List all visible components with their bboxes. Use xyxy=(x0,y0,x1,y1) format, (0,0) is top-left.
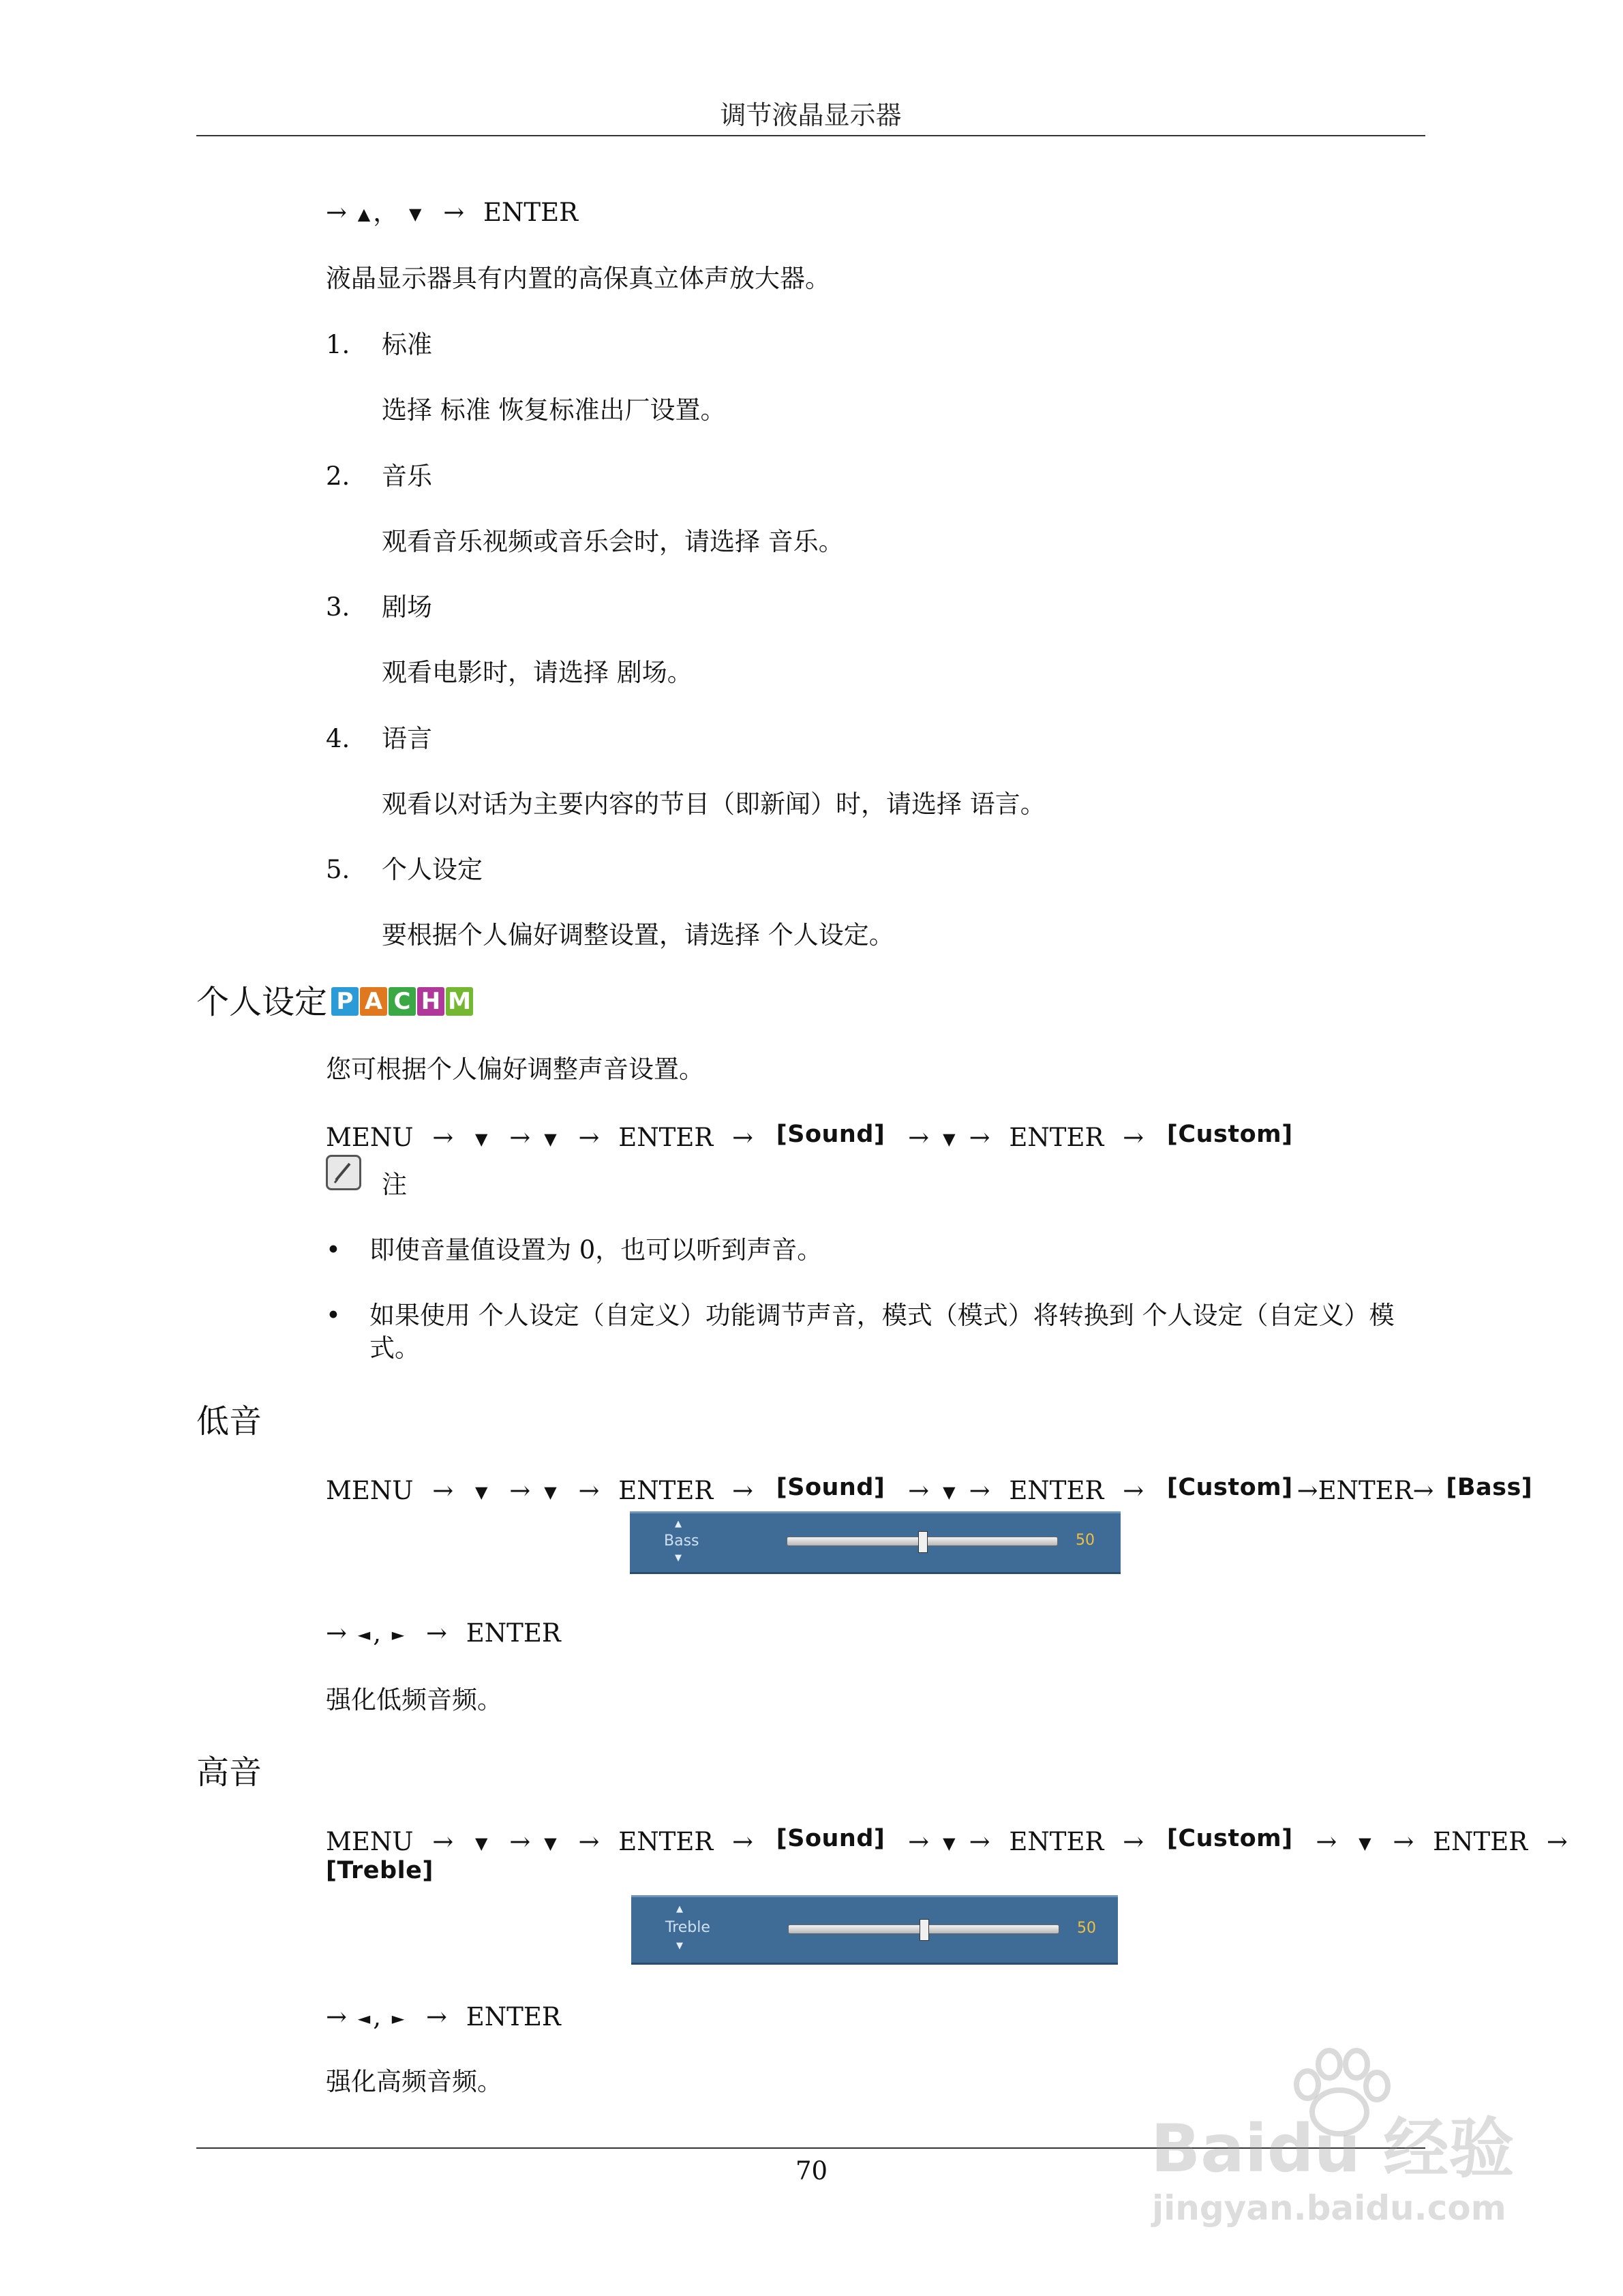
arrow-icon: → xyxy=(326,198,348,227)
nav-instruction-treble-cont xyxy=(326,1854,438,1890)
custom-menu-label: [Custom] xyxy=(1166,1121,1293,1148)
up-arrow-icon: ▲ xyxy=(675,1519,682,1529)
arrow-icon: → xyxy=(1123,1476,1144,1505)
mode-title: 剧场 xyxy=(382,592,432,622)
sound-menu-label: [Sound] xyxy=(776,1121,885,1148)
slider-label: Treble xyxy=(665,1919,710,1936)
right-arrow-icon: ► xyxy=(391,1625,405,1644)
menu-key-label: MENU xyxy=(326,1827,414,1856)
enter-key-label: ENTER xyxy=(618,1476,714,1505)
note-item: 即使音量值设置为 0，也可以听到声音。 xyxy=(369,1235,823,1265)
arrow-icon: → xyxy=(1393,1827,1414,1856)
arrow-icon: → xyxy=(578,1827,600,1856)
arrow-icon: → xyxy=(969,1123,990,1152)
page-header-title: 调节液晶显示器 xyxy=(720,100,902,130)
model-badge: M xyxy=(446,987,473,1016)
adjust-instruction-treble xyxy=(326,2001,561,2035)
up-arrow-icon: ▲ xyxy=(676,1904,683,1914)
left-arrow-icon: ◄ xyxy=(357,2009,371,2028)
arrow-icon: → xyxy=(1123,1827,1144,1856)
up-arrow-icon: ▲ xyxy=(357,205,371,224)
watermark-url: jingyan.baidu.com xyxy=(1152,2188,1506,2228)
arrow-icon: → xyxy=(326,1618,348,1648)
model-badges xyxy=(331,987,474,1016)
model-badge: A xyxy=(360,987,387,1016)
sound-menu-label: [Sound] xyxy=(776,1474,885,1501)
right-arrow-icon: ► xyxy=(391,2009,405,2028)
down-arrow-icon: ▼ xyxy=(475,1130,488,1149)
mode-number: 5. xyxy=(326,855,350,884)
mode-desc: 选择 标准 恢复标准出厂设置。 xyxy=(382,395,726,425)
arrow-icon: → xyxy=(908,1827,930,1856)
nav-instruction-bass xyxy=(326,1471,1536,1509)
slider-value: 50 xyxy=(1077,1920,1096,1937)
mode-item xyxy=(326,329,432,361)
enter-key-label: ENTER xyxy=(618,1123,714,1152)
arrow-icon: → xyxy=(432,1827,454,1856)
down-arrow-icon: ▼ xyxy=(943,1483,956,1502)
mode-number: 4. xyxy=(326,724,350,753)
arrow-icon: → xyxy=(509,1476,531,1505)
enter-key-label: ENTER xyxy=(1009,1476,1104,1505)
arrow-icon: → xyxy=(1546,1827,1568,1856)
arrow-icon: → xyxy=(326,2002,348,2031)
arrow-icon: → xyxy=(1412,1476,1434,1505)
arrow-icon: → xyxy=(578,1476,600,1505)
sound-menu-label: [Sound] xyxy=(776,1825,885,1852)
arrow-icon: → xyxy=(969,1476,990,1505)
arrow-icon: → xyxy=(731,1123,753,1152)
slider-value: 50 xyxy=(1076,1532,1095,1549)
enter-key-label: ENTER xyxy=(466,2002,561,2031)
mode-title: 个人设定 xyxy=(382,855,483,884)
arrow-icon: → xyxy=(1296,1476,1318,1505)
down-arrow-icon: ▼ xyxy=(475,1834,488,1853)
treble-slider-thumb[interactable] xyxy=(920,1919,929,1941)
down-arrow-icon: ▼ xyxy=(1359,1834,1371,1853)
mode-item xyxy=(326,460,432,493)
arrow-icon: → xyxy=(969,1827,990,1856)
mode-number: 1. xyxy=(326,330,350,359)
enter-key-label: ENTER xyxy=(1318,1476,1413,1505)
mode-title: 标准 xyxy=(382,330,432,359)
note-icon xyxy=(326,1155,361,1190)
bass-slider-track[interactable] xyxy=(787,1537,1058,1546)
mode-number: 2. xyxy=(326,462,350,491)
down-arrow-icon: ▼ xyxy=(544,1834,557,1853)
model-badge: P xyxy=(331,987,359,1016)
note-item: 如果使用 个人设定（自定义）功能调节声音，模式（模式）将转换到 个人设定（自定义）模式。 xyxy=(369,1301,1395,1363)
down-arrow-icon: ▼ xyxy=(676,1941,683,1951)
arrow-icon: → xyxy=(426,1618,448,1648)
bass-slider-thumb[interactable] xyxy=(918,1531,928,1553)
arrow-icon: → xyxy=(509,1827,531,1856)
note-label: 注 xyxy=(382,1170,407,1199)
page-number: 70 xyxy=(795,2156,828,2186)
treble-slider-track[interactable] xyxy=(788,1924,1059,1934)
down-arrow-icon: ▼ xyxy=(675,1553,682,1563)
arrow-icon: → xyxy=(443,198,465,227)
treble-slider-panel xyxy=(631,1895,1118,1965)
down-arrow-icon: ▼ xyxy=(475,1483,488,1502)
bass-slider-panel xyxy=(630,1511,1121,1574)
enter-key-label: ENTER xyxy=(618,1827,714,1856)
bullet-icon: • xyxy=(326,1235,341,1265)
down-arrow-icon: ▼ xyxy=(943,1834,956,1853)
enter-key-label: ENTER xyxy=(466,1618,561,1648)
separator: ， xyxy=(373,198,399,227)
enter-key-label: ENTER xyxy=(483,198,578,227)
mode-title: 音乐 xyxy=(382,462,432,491)
nav-instruction-treble xyxy=(326,1822,1579,1860)
mode-number: 3. xyxy=(326,592,350,622)
header-rule xyxy=(196,135,1425,136)
arrow-icon: → xyxy=(432,1476,454,1505)
mode-item xyxy=(326,723,432,755)
arrow-icon: → xyxy=(509,1123,531,1152)
bullet-icon: • xyxy=(326,1301,341,1330)
bass-menu-label: [Bass] xyxy=(1446,1474,1533,1501)
section-heading-treble: 高音 xyxy=(196,1753,262,1792)
slider-label: Bass xyxy=(664,1532,699,1550)
separator: , xyxy=(373,2002,382,2031)
mode-title: 语言 xyxy=(382,724,432,753)
arrow-icon: → xyxy=(908,1476,930,1505)
arrow-icon: → xyxy=(426,2002,448,2031)
down-arrow-icon: ▼ xyxy=(943,1130,956,1149)
intro-text: 液晶显示器具有内置的高保真立体声放大器。 xyxy=(326,264,830,293)
section-heading-custom xyxy=(196,982,474,1023)
arrow-icon: → xyxy=(432,1123,454,1152)
mode-desc: 要根据个人偏好调整设置，请选择 个人设定。 xyxy=(382,920,894,950)
arrow-icon: → xyxy=(578,1123,600,1152)
separator: , xyxy=(373,1618,382,1648)
mode-desc: 观看以对话为主要内容的节目（即新闻）时，请选择 语言。 xyxy=(382,789,1046,819)
watermark-brand: Baidu 经验 xyxy=(1151,2111,1515,2187)
custom-menu-label: [Custom] xyxy=(1166,1825,1293,1852)
adjust-instruction-bass xyxy=(326,1617,561,1651)
model-badge: H xyxy=(417,987,444,1016)
treble-menu-label: [Treble] xyxy=(326,1857,434,1884)
down-arrow-icon: ▼ xyxy=(544,1130,557,1149)
mode-item xyxy=(326,854,483,886)
enter-key-label: ENTER xyxy=(1009,1123,1104,1152)
custom-menu-label: [Custom] xyxy=(1166,1474,1293,1501)
left-arrow-icon: ◄ xyxy=(357,1625,371,1644)
enter-key-label: ENTER xyxy=(1009,1827,1104,1856)
arrow-icon: → xyxy=(731,1827,753,1856)
custom-desc: 您可根据个人偏好调整声音设置。 xyxy=(326,1055,704,1084)
section-title: 个人设定 xyxy=(196,983,328,1021)
menu-key-label: MENU xyxy=(326,1476,414,1505)
arrow-icon: → xyxy=(1123,1123,1144,1152)
model-badge: C xyxy=(389,987,416,1016)
treble-desc: 强化高频音频。 xyxy=(326,2067,502,2096)
nav-instruction-custom xyxy=(326,1118,1297,1155)
enter-key-label: ENTER xyxy=(1433,1827,1528,1856)
mode-desc: 观看电影时，请选择 剧场。 xyxy=(382,658,693,687)
down-arrow-icon: ▼ xyxy=(409,205,422,224)
bass-desc: 强化低频音频。 xyxy=(326,1685,502,1715)
nav-instruction-top xyxy=(326,196,578,230)
arrow-icon: → xyxy=(731,1476,753,1505)
down-arrow-icon: ▼ xyxy=(544,1483,557,1502)
menu-key-label: MENU xyxy=(326,1123,414,1152)
mode-item xyxy=(326,591,432,624)
arrow-icon: → xyxy=(908,1123,930,1152)
mode-desc: 观看音乐视频或音乐会时，请选择 音乐。 xyxy=(382,527,844,556)
arrow-icon: → xyxy=(1316,1827,1337,1856)
section-heading-bass: 低音 xyxy=(196,1402,262,1440)
